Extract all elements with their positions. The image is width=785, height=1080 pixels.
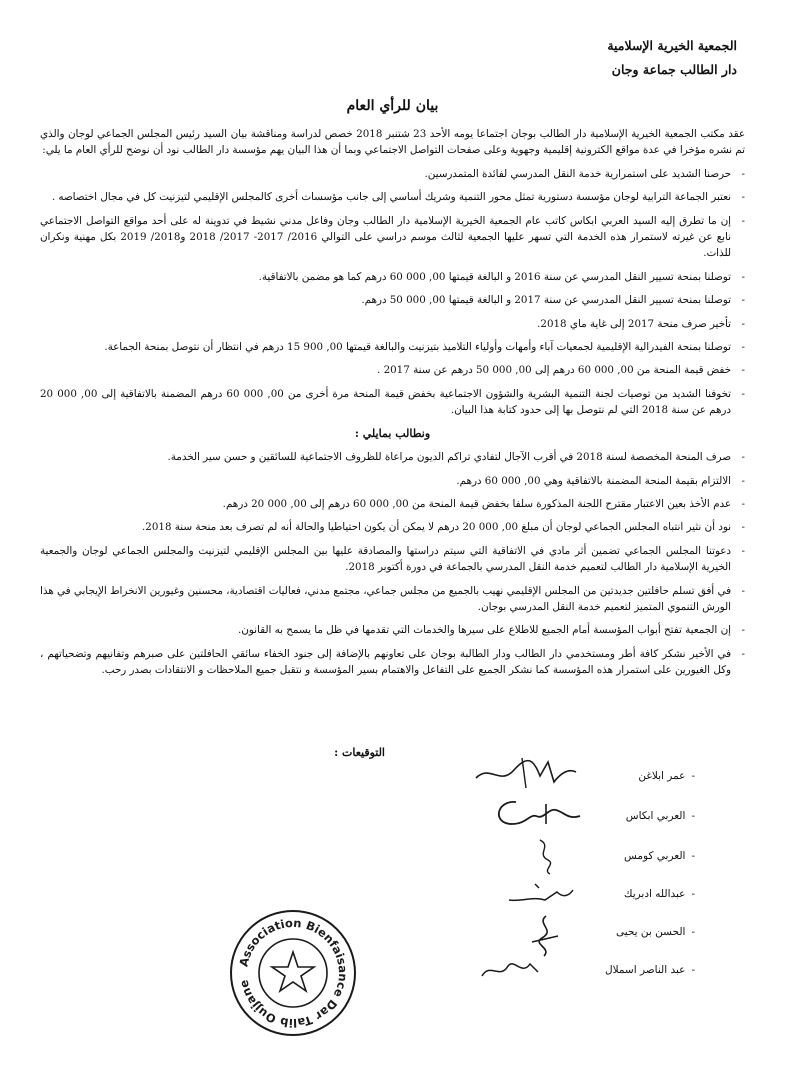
signatory-name: - عمر ابلاغن bbox=[638, 770, 695, 782]
letterhead bbox=[607, 34, 737, 82]
demand-item: - صرف المنحة المخصصة لسنة 2018 في أقرب الآجال لتفادي تراكم الديون مراعاة للظروف الاجتماعية للسائقين و حسن سير الخدمة. bbox=[40, 449, 745, 465]
demand-item: - الالتزام بقيمة المنحة المضمنة بالاتفاقية وهي 00, 000 60 درهم. bbox=[40, 473, 745, 489]
demand-item: - عدم الأخذ بعين الاعتبار مقترح اللجنة المذكورة سلفا بخفض قيمة المنحة من 00, 000 60 درهم إلى 00, 000 20 درهم. bbox=[40, 496, 745, 512]
demand-item: - نود أن نثير انتباه المجلس الجماعي لوجان أن مبلغ 00, 000 20 درهم لا يمكن أن يكون احتياطيا والحالة أنه لم تصرف بعد منحة سنة 2018. bbox=[40, 519, 745, 535]
demand-item: - في أفق تسلم حافلتين جديدتين من المجلس الإقليمي نهيب بالجميع من مجلس جماعي، مجتمع مدني، فعاليات اقتصادية، محسنين وغيورين الانخراط الإيجابي في هذا الورش التنموي المتميز لتعميم خدمة النقل المدرسي بوجان. bbox=[40, 583, 745, 616]
stamp-text: Association Bienfaisance Dar Talib Oujjane bbox=[236, 915, 351, 1031]
point-item: - توصلنا بمنحة تسيير النقل المدرسي عن سنة 2016 و البالغة قيمتها 00, 000 60 درهم كما هو مضمن بالاتفاقية. bbox=[40, 269, 745, 285]
org-subtitle: دار الطالب جماعة وجان bbox=[611, 62, 737, 77]
signature-mark bbox=[470, 756, 580, 790]
signatory-name: - الحسن بن يحيى bbox=[616, 926, 695, 938]
svg-text:Association Bienfaisance Dar T bbox=[236, 916, 350, 1030]
statement-body bbox=[40, 126, 745, 686]
demand-item: - دعوتنا المجلس الجماعي تضمين أثر مادي في الاتفاقية التي سيتم دراستها والمصادقة عليها بين المجلس الإقليمي لتيزنيت والمجلس الجماعي لوجان والجمعية الخيرية الإسلامية دار الطالب لتعميم خدمة النقل المدرسي بالجماعة في دورة أكتوبر 2018. bbox=[40, 543, 745, 576]
signatory-name: - العربي ابكاس bbox=[626, 810, 695, 822]
org-name: الجمعية الخيرية الإسلامية bbox=[607, 38, 737, 53]
star-icon bbox=[272, 952, 314, 991]
signature-mark bbox=[486, 794, 586, 834]
point-item: - نعتبر الجماعة الترابية لوجان مؤسسة دستورية تمثل محور التنمية وشريك أساسي إلى جانب مؤسسات أخرى كالمجلس الإقليمي لتيزنيت كل في مجال اختصاصه . bbox=[40, 189, 745, 205]
signature-mark bbox=[478, 952, 544, 986]
point-item: - تأخير صرف منحة 2017 إلى غاية ماي 2018. bbox=[40, 316, 745, 332]
signatures-heading: التوقيعات : bbox=[334, 746, 385, 759]
signature-mark bbox=[505, 880, 577, 910]
signatory-name: - العربي كومس bbox=[624, 850, 695, 862]
demands-heading: ونطالب بمايلي : bbox=[354, 426, 431, 440]
association-stamp bbox=[228, 908, 358, 1038]
point-item: - تخوفنا الشديد من توصيات لجنة التنمية البشرية والشؤون الاجتماعية بخفض قيمة المنحة مرة أخرى من 00, 000 60 درهم المضمنة بالاتفاقية إلى 00, 000 20 درهم عن سنة 2018 التي لم نتوصل بها إلى حدود كتابة هذا البيان. bbox=[40, 386, 745, 419]
signatory-name: - عبد الناصر اسملال bbox=[605, 964, 695, 976]
point-item: - خفض قيمة المنحة من 00, 000 60 درهم إلى 00, 000 50 درهم عن سنة 2017 . bbox=[40, 362, 745, 378]
point-item: - توصلنا بمنحة تسيير النقل المدرسي عن سنة 2017 و البالغة قيمتها 00, 000 50 درهم. bbox=[40, 292, 745, 308]
point-item: - إن ما تطرق إليه السيد العربي ابكاس كاتب عام الجمعية الخيرية الإسلامية دار الطالب وجان وفاعل مدني نشيط في تدوينة له على أحد مواقع التواصل الاجتماعي نابع عن غيرته لاستمرار هذه الخدمة التي تسهر عليها الجمعية لثالث موسم دراسي على التوالي 2016/ 2017- 2017/ 2018 و2018/ 2019 بكل مهنية ونكران للذات. bbox=[40, 213, 745, 262]
point-item: - حرصنا الشديد على استمرارية خدمة النقل المدرسي لفائدة المتمدرسين. bbox=[40, 166, 745, 182]
signatory-name: - عبدالله ادبريك bbox=[624, 888, 695, 900]
demand-item: - إن الجمعية تفتح أبواب المؤسسة أمام الجميع للاطلاع على سيرها والخدمات التي تقدمها في ظل ما يسمح به القانون. bbox=[40, 622, 745, 638]
point-item: - توصلنا بمنحة الفيدرالية الإقليمية لجمعيات آباء وأمهات وأولياء التلاميذ بتيزنيت والبالغة قيمتها 00, 900 15 درهم في انتظار أن نتوصل بمنحة الجماعة. bbox=[40, 339, 745, 355]
page-title: بيان للرأي العام bbox=[346, 98, 439, 114]
demand-item: - في الأخير نشكر كافة أطر ومستخدمي دار الطالب ودار الطالبة بوجان على تعاونهم بالإضافة إلى جنود الخفاء سائقي الحافلتين على صبرهم وتفانيهم وتضحياتهم ، وكل الغيورين على استمرار هذه المؤسسة كما نشكر الجميع على التفاعل والاهتمام بسير المؤسسة و نتقبل جميع الملاحظات و الانتقادات بصدر رحب. bbox=[40, 646, 745, 679]
intro-paragraph: عقد مكتب الجمعية الخيرية الإسلامية دار الطالب بوجان اجتماعا يومه الأحد 23 شتنبر 2018 خصص لدراسة ومناقشة بيان السيد رئيس المجلس الجماعي لوجان والذي تم نشره مؤخرا في عدة مواقع الكترونية إقليمية وجهوية وعلى صفحات التواصل الاجتماعي وبما أن هذا البيان يهم مؤسسة دار الطالب نود أن نوضح للرأي العام ما يلي: bbox=[40, 128, 745, 157]
signature-mark bbox=[530, 836, 564, 876]
